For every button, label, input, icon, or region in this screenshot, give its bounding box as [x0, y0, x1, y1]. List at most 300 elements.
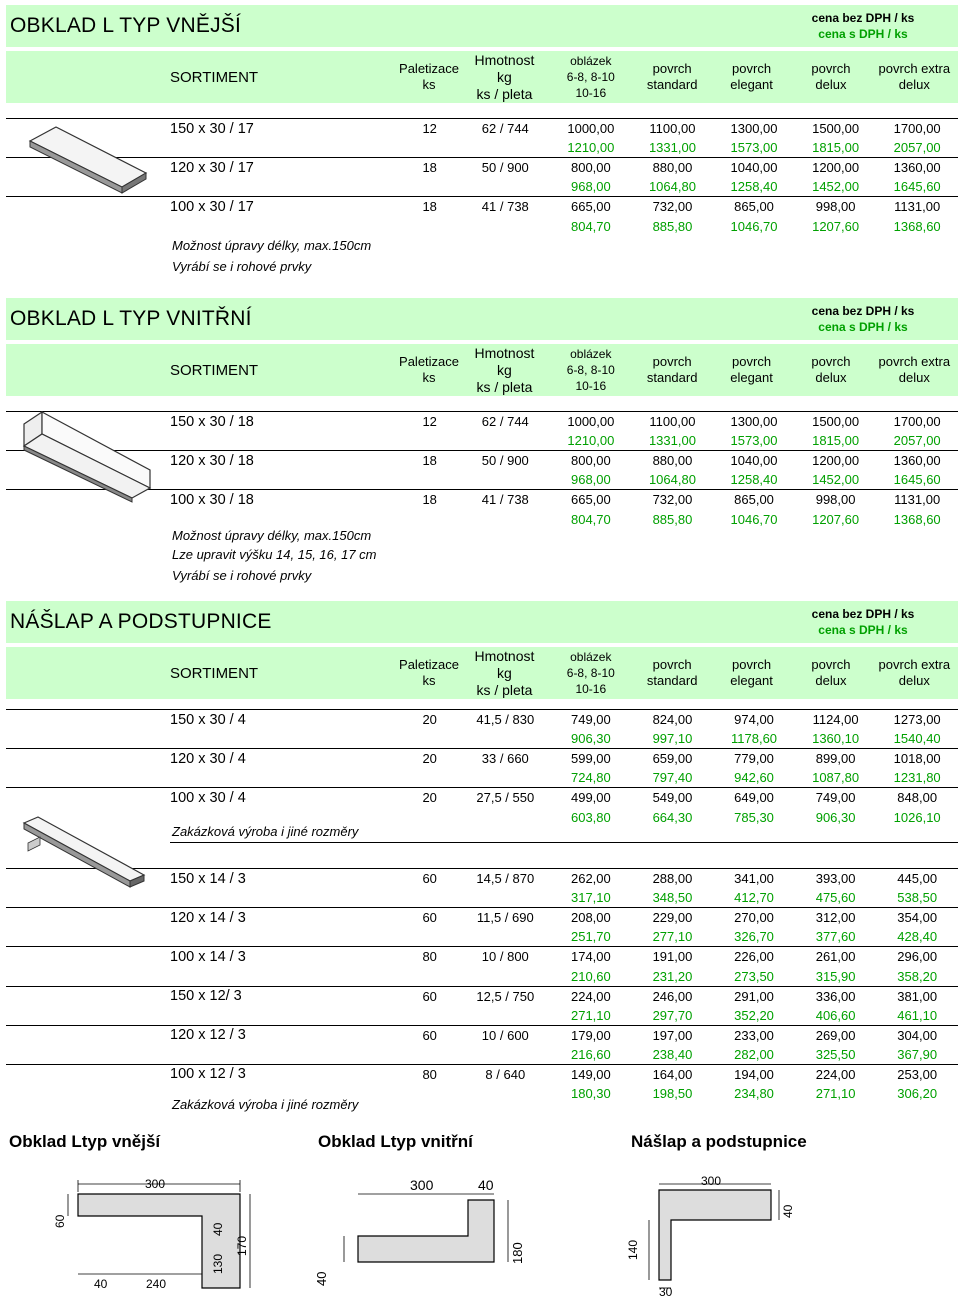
note: Možnost úpravy délky, max.150cm: [172, 528, 372, 543]
price-value: 261,00: [815, 949, 856, 965]
dim-right: 180: [510, 1242, 525, 1264]
header-extra-delux: povrch extra delux: [878, 657, 951, 688]
dim-top-b: 40: [478, 1177, 494, 1193]
header-delux: povrch delux: [811, 61, 851, 92]
table-row-vat: [6, 177, 958, 196]
table-row-vat: [6, 1084, 958, 1103]
table-header: [6, 344, 958, 396]
price-with-vat-label: cena s DPH / ks: [818, 27, 908, 41]
price-value: 179,00: [570, 1027, 611, 1043]
price-value: 1360,00: [893, 160, 941, 176]
header-sortiment: SORTIMENT: [170, 664, 259, 682]
price-vat-value: 1368,60: [893, 218, 941, 234]
price-vat-value: 1210,00: [567, 433, 615, 449]
table-header: [6, 647, 958, 699]
price-value: 1131,00: [894, 199, 941, 215]
diagram-title-tread: Nášlap a podstupnice: [631, 1132, 807, 1151]
price-vat-value: 1452,00: [812, 472, 860, 488]
dim-bottom: 30: [659, 1285, 673, 1299]
dim-left: 60: [53, 1214, 67, 1228]
price-vat-value: 282,00: [734, 1046, 774, 1062]
product-size: 150 x 30 / 4: [170, 711, 246, 728]
paletizace-value: 60: [422, 910, 437, 926]
price-vat-value: 238,40: [652, 1046, 693, 1062]
price-value: 208,00: [570, 910, 611, 926]
header-elegant: povrch elegant: [730, 354, 773, 385]
header-standard: povrch standard: [646, 657, 698, 688]
price-vat-value: 234,80: [734, 1086, 774, 1102]
price-value: 197,00: [652, 1027, 693, 1043]
price-vat-value: 1452,00: [812, 179, 860, 195]
price-table: [6, 118, 958, 236]
table-row-vat: [6, 216, 958, 235]
paletizace-value: 18: [422, 453, 437, 469]
price-value: 880,00: [652, 453, 693, 469]
dim-top: 300: [701, 1174, 722, 1188]
product-size: 150 x 30 / 17: [170, 120, 254, 137]
price-vat-value: 1064,80: [648, 472, 696, 488]
paletizace-value: 20: [422, 790, 437, 806]
price-value: 1700,00: [893, 121, 941, 137]
price-vat-value: 2057,00: [893, 140, 941, 156]
hmotnost-value: 50 / 900: [481, 160, 529, 176]
paletizace-value: 18: [422, 492, 437, 508]
table-row: [6, 196, 958, 216]
hmotnost-value: 14,5 / 870: [476, 871, 535, 887]
header-oblazek: oblázek 6-8, 8-10 10-16: [566, 347, 615, 393]
price-vat-value: 664,30: [652, 809, 693, 825]
product-size: 150 x 14 / 3: [170, 870, 246, 887]
price-value: 336,00: [815, 988, 856, 1004]
price-vat-value: 797,40: [652, 770, 693, 786]
table-row-vat: [6, 509, 958, 528]
price-value: 445,00: [897, 871, 938, 887]
header-paletizace: Paletizace ks: [399, 354, 460, 385]
table-row-vat: [6, 768, 958, 787]
dim-left: 140: [626, 1239, 640, 1260]
section-title-bar: [6, 601, 958, 643]
price-vat-value: 412,70: [734, 890, 774, 906]
price-with-vat-label: cena s DPH / ks: [818, 320, 908, 334]
table-row: [6, 868, 958, 888]
table-row: [6, 787, 958, 807]
price-vat-value: 1815,00: [812, 433, 860, 449]
price-value: 1300,00: [730, 414, 778, 430]
price-value: 224,00: [570, 988, 611, 1004]
hmotnost-value: 11,5 / 690: [476, 910, 534, 926]
price-vat-value: 1331,00: [648, 433, 696, 449]
table-header: [6, 51, 958, 103]
price-vat-value: 1360,10: [812, 731, 860, 747]
diagram-outer-profile: [40, 1170, 270, 1300]
price-value: 779,00: [734, 751, 774, 767]
hmotnost-value: 50 / 900: [481, 453, 529, 469]
price-value: 749,00: [570, 712, 611, 728]
price-value: 233,00: [734, 1027, 774, 1043]
header-elegant: povrch elegant: [730, 61, 773, 92]
price-vat-value: 325,50: [815, 1046, 856, 1062]
section-title: NÁŠLAP A PODSTUPNICE: [10, 610, 272, 633]
price-vat-value: 326,70: [734, 929, 774, 945]
price-value: 1500,00: [812, 414, 860, 430]
table-row: [6, 748, 958, 768]
header-sortiment: SORTIMENT: [170, 68, 259, 86]
section-obklad-vnejsi: [6, 5, 958, 274]
price-value: 998,00: [815, 492, 856, 508]
table-row-vat: [6, 966, 958, 985]
hmotnost-value: 41 / 738: [481, 492, 529, 508]
price-vat-value: 352,20: [734, 1007, 774, 1023]
product-size: 150 x 12/ 3: [170, 988, 242, 1005]
note: Možnost úpravy délky, max.150cm: [172, 238, 372, 253]
price-value: 665,00: [570, 199, 611, 215]
dim-bottom-a: 40: [94, 1277, 108, 1291]
price-vat-value: 2057,00: [893, 433, 941, 449]
price-vat-value: 1210,00: [567, 140, 615, 156]
price-key: [768, 606, 958, 638]
header-extra-delux: povrch extra delux: [878, 61, 951, 92]
price-vat-value: 968,00: [570, 179, 611, 195]
price-vat-value: 1645,60: [893, 179, 941, 195]
price-value: 226,00: [734, 949, 774, 965]
paletizace-value: 18: [422, 199, 437, 215]
paletizace-value: 80: [422, 1066, 437, 1082]
price-value: 1300,00: [730, 121, 778, 137]
price-value: 269,00: [815, 1027, 856, 1043]
price-vat-value: 906,30: [570, 731, 611, 747]
hmotnost-value: 10 / 800: [481, 949, 529, 965]
price-vat-value: 317,10: [570, 890, 611, 906]
price-value: 659,00: [652, 751, 693, 767]
price-value: 800,00: [570, 160, 611, 176]
table-row: [6, 986, 958, 1006]
table-row: [6, 907, 958, 927]
price-value: 174,00: [570, 949, 611, 965]
price-value: 1131,00: [894, 492, 941, 508]
price-vat-value: 315,90: [815, 968, 856, 984]
price-value: 312,00: [815, 910, 856, 926]
price-value: 246,00: [652, 988, 693, 1004]
price-vat-value: 885,80: [652, 218, 693, 234]
table-row-vat: [6, 927, 958, 946]
price-value: 164,00: [652, 1066, 693, 1082]
price-value: 1000,00: [567, 414, 615, 430]
price-value: 880,00: [652, 160, 693, 176]
product-image-l-outer: [26, 123, 146, 193]
price-vat-value: 198,50: [652, 1086, 693, 1102]
product-size: 120 x 12 / 3: [170, 1027, 246, 1044]
section-title: OBKLAD L TYP VNITŘNÍ: [10, 307, 252, 330]
price-vat-value: 603,80: [570, 809, 611, 825]
header-sortiment: SORTIMENT: [170, 361, 259, 379]
price-value: 224,00: [815, 1066, 856, 1082]
hmotnost-value: 62 / 744: [481, 414, 529, 430]
table-row-vat: [6, 138, 958, 157]
price-value: 1100,00: [649, 414, 696, 430]
paletizace-value: 18: [422, 160, 437, 176]
price-vat-value: 271,10: [570, 1007, 611, 1023]
product-size: 120 x 30 / 17: [170, 159, 254, 176]
price-vat-value: 297,70: [652, 1007, 693, 1023]
hmotnost-value: 33 / 660: [481, 751, 529, 767]
product-size: 150 x 30 / 18: [170, 413, 254, 430]
table-row-vat: [6, 1045, 958, 1064]
price-vat-value: 885,80: [652, 511, 693, 527]
paletizace-value: 60: [422, 988, 437, 1004]
diagram-title-outer: Obklad Ltyp vnější: [9, 1132, 161, 1151]
dim-right-b: 130: [211, 1253, 225, 1274]
price-value: 354,00: [897, 910, 938, 926]
dim-bottom: 40: [314, 1271, 329, 1286]
price-value: 262,00: [570, 871, 611, 887]
price-value: 1273,00: [893, 712, 941, 728]
price-vat-value: 306,20: [897, 1086, 938, 1102]
product-size: 120 x 30 / 18: [170, 452, 254, 469]
price-vat-value: 1815,00: [812, 140, 860, 156]
price-value: 732,00: [652, 199, 693, 215]
product-image-tread: [20, 815, 144, 891]
hmotnost-value: 27,5 / 550: [476, 790, 535, 806]
divider: [170, 842, 958, 843]
price-vat-value: 1046,70: [730, 511, 778, 527]
price-vat-value: 1026,10: [893, 809, 941, 825]
price-value: 865,00: [734, 492, 774, 508]
hmotnost-value: 41 / 738: [481, 199, 529, 215]
price-vat-value: 367,90: [897, 1046, 938, 1062]
price-vat-value: 1540,40: [893, 731, 941, 747]
price-value: 848,00: [897, 790, 938, 806]
price-vat-value: 277,10: [652, 929, 693, 945]
price-vat-value: 997,10: [652, 731, 693, 747]
hmotnost-value: 10 / 600: [481, 1027, 529, 1043]
diagram-tread-profile: [625, 1172, 805, 1300]
price-vat-value: 724,80: [570, 770, 611, 786]
paletizace-value: 12: [422, 121, 437, 137]
section-title: OBKLAD L TYP VNĚJŠÍ: [10, 14, 242, 37]
price-vat-value: 1331,00: [648, 140, 696, 156]
table-row: [6, 1064, 958, 1084]
price-value: 1040,00: [730, 453, 778, 469]
price-vat-value: 1573,00: [730, 140, 778, 156]
price-vat-value: 1258,40: [730, 179, 778, 195]
product-size: 100 x 30 / 18: [170, 491, 254, 508]
table-row-vat: [6, 729, 958, 748]
price-vat-value: 804,70: [570, 218, 611, 234]
price-value: 149,00: [570, 1066, 611, 1082]
price-value: 499,00: [570, 790, 611, 806]
product-size: 100 x 30 / 4: [170, 789, 246, 806]
price-value: 1500,00: [812, 121, 860, 137]
price-value: 229,00: [652, 910, 693, 926]
paletizace-value: 12: [422, 414, 437, 430]
hmotnost-value: 41,5 / 830: [476, 712, 535, 728]
price-value: 1000,00: [567, 121, 615, 137]
price-without-vat-label: cena bez DPH / ks: [811, 304, 915, 318]
price-value: 1200,00: [812, 160, 860, 176]
price-vat-value: 358,20: [897, 968, 938, 984]
paletizace-value: 20: [422, 712, 437, 728]
price-value: 1124,00: [812, 712, 859, 728]
dim-top: 300: [145, 1177, 166, 1191]
price-vat-value: 428,40: [897, 929, 938, 945]
price-value: 800,00: [570, 453, 611, 469]
price-vat-value: 475,60: [815, 890, 856, 906]
header-oblazek: oblázek 6-8, 8-10 10-16: [566, 54, 615, 100]
paletizace-value: 60: [422, 1027, 437, 1043]
price-vat-value: 461,10: [897, 1007, 938, 1023]
dim-bottom-b: 240: [146, 1277, 167, 1291]
price-value: 665,00: [570, 492, 611, 508]
header-hmotnost: Hmotnost kg ks / pleta: [474, 344, 535, 395]
price-vat-value: 377,60: [815, 929, 856, 945]
price-value: 1040,00: [730, 160, 778, 176]
section-naslap-podstupnice: [6, 601, 958, 1112]
price-value: 649,00: [734, 790, 774, 806]
price-value: 974,00: [734, 712, 774, 728]
product-size: 100 x 12 / 3: [170, 1066, 246, 1083]
dim-right: 40: [781, 1204, 795, 1218]
price-table-2: [6, 868, 958, 1103]
note: Lze upravit výšku 14, 15, 16, 17 cm: [172, 547, 377, 562]
section-title-bar: [6, 298, 958, 340]
price-vat-value: 1645,60: [893, 472, 941, 488]
paletizace-value: 60: [422, 871, 437, 887]
price-vat-value: 271,10: [815, 1086, 856, 1102]
header-hmotnost: Hmotnost kg ks / pleta: [474, 647, 535, 698]
price-value: 1018,00: [893, 751, 941, 767]
section-title-bar: [6, 5, 958, 47]
price-vat-value: 1368,60: [893, 511, 941, 527]
price-vat-value: 1207,60: [812, 511, 860, 527]
price-table: [6, 709, 958, 827]
price-vat-value: 1573,00: [730, 433, 778, 449]
price-value: 899,00: [815, 751, 856, 767]
table-row: [6, 1025, 958, 1045]
header-delux: povrch delux: [811, 657, 851, 688]
price-value: 1360,00: [893, 453, 941, 469]
header-hmotnost: Hmotnost kg ks / pleta: [474, 51, 535, 102]
paletizace-value: 80: [422, 949, 437, 965]
price-vat-value: 906,30: [815, 809, 856, 825]
product-size: 120 x 30 / 4: [170, 750, 246, 767]
dim-right-c: 170: [235, 1235, 249, 1256]
price-value: 393,00: [815, 871, 856, 887]
diagram-title-inner: Obklad Ltyp vnitřní: [318, 1132, 473, 1151]
price-vat-value: 1064,80: [648, 179, 696, 195]
table-row: [6, 118, 958, 138]
dim-top-a: 300: [410, 1177, 434, 1193]
price-vat-value: 804,70: [570, 511, 611, 527]
table-row-vat: [6, 1006, 958, 1025]
price-without-vat-label: cena bez DPH / ks: [811, 607, 915, 621]
price-vat-value: 231,20: [652, 968, 693, 984]
hmotnost-value: 8 / 640: [485, 1066, 526, 1082]
paletizace-value: 20: [422, 751, 437, 767]
price-vat-value: 210,60: [570, 968, 611, 984]
price-value: 288,00: [652, 871, 693, 887]
header-standard: povrch standard: [646, 354, 698, 385]
price-value: 824,00: [652, 712, 693, 728]
price-vat-value: 1258,40: [730, 472, 778, 488]
price-value: 1700,00: [893, 414, 941, 430]
price-vat-value: 785,30: [734, 809, 774, 825]
note: Zakázková výroba i jiné rozměry: [172, 1097, 359, 1112]
table-row-vat: [6, 807, 958, 826]
price-value: 599,00: [570, 751, 611, 767]
header-delux: povrch delux: [811, 354, 851, 385]
price-vat-value: 273,50: [734, 968, 774, 984]
price-vat-value: 1231,80: [893, 770, 941, 786]
section-obklad-vnitrni: [6, 298, 958, 583]
diagram-inner-profile: [314, 1172, 538, 1300]
price-vat-value: 406,60: [815, 1007, 856, 1023]
header-extra-delux: povrch extra delux: [878, 354, 951, 385]
product-size: 100 x 14 / 3: [170, 948, 246, 965]
price-value: 270,00: [734, 910, 774, 926]
price-value: 194,00: [734, 1066, 774, 1082]
table-row: [6, 157, 958, 177]
price-value: 998,00: [815, 199, 856, 215]
note: Vyrábí se i rohové prvky: [172, 259, 312, 274]
product-size: 120 x 14 / 3: [170, 909, 246, 926]
header-standard: povrch standard: [646, 61, 698, 92]
price-vat-value: 968,00: [570, 472, 611, 488]
price-key: [768, 303, 958, 335]
header-paletizace: Paletizace ks: [399, 657, 460, 688]
hmotnost-value: 62 / 744: [481, 121, 529, 137]
price-value: 191,00: [652, 949, 693, 965]
table-row-vat: [6, 888, 958, 907]
price-with-vat-label: cena s DPH / ks: [818, 623, 908, 637]
table-row: [6, 946, 958, 966]
price-value: 1100,00: [649, 121, 696, 137]
table-row: [6, 709, 958, 729]
header-oblazek: oblázek 6-8, 8-10 10-16: [566, 650, 615, 696]
price-vat-value: 538,50: [897, 890, 938, 906]
price-without-vat-label: cena bez DPH / ks: [811, 11, 915, 25]
price-value: 296,00: [897, 949, 938, 965]
note: Vyrábí se i rohové prvky: [172, 568, 312, 583]
header-elegant: povrch elegant: [730, 657, 773, 688]
price-value: 381,00: [897, 988, 938, 1004]
dim-right-a: 40: [211, 1222, 225, 1236]
product-size: 100 x 30 / 17: [170, 198, 254, 215]
header-paletizace: Paletizace ks: [399, 61, 460, 92]
price-value: 1200,00: [812, 453, 860, 469]
price-value: 291,00: [734, 988, 774, 1004]
price-vat-value: 348,50: [652, 890, 693, 906]
price-vat-value: 1087,80: [812, 770, 860, 786]
price-value: 865,00: [734, 199, 774, 215]
hmotnost-value: 12,5 / 750: [476, 988, 535, 1004]
price-value: 732,00: [652, 492, 693, 508]
price-vat-value: 1046,70: [730, 218, 778, 234]
price-vat-value: 180,30: [570, 1086, 611, 1102]
price-value: 304,00: [897, 1027, 938, 1043]
price-value: 749,00: [815, 790, 856, 806]
note: Zakázková výroba i jiné rozměry: [172, 824, 359, 839]
product-image-l-inner: [20, 408, 150, 500]
price-vat-value: 216,60: [570, 1046, 611, 1062]
price-vat-value: 1178,60: [731, 731, 778, 747]
price-vat-value: 251,70: [570, 929, 611, 945]
price-value: 549,00: [652, 790, 693, 806]
price-vat-value: 942,60: [734, 770, 774, 786]
price-value: 253,00: [897, 1066, 938, 1082]
price-value: 341,00: [734, 871, 774, 887]
price-vat-value: 1207,60: [812, 218, 860, 234]
price-key: [768, 10, 958, 42]
